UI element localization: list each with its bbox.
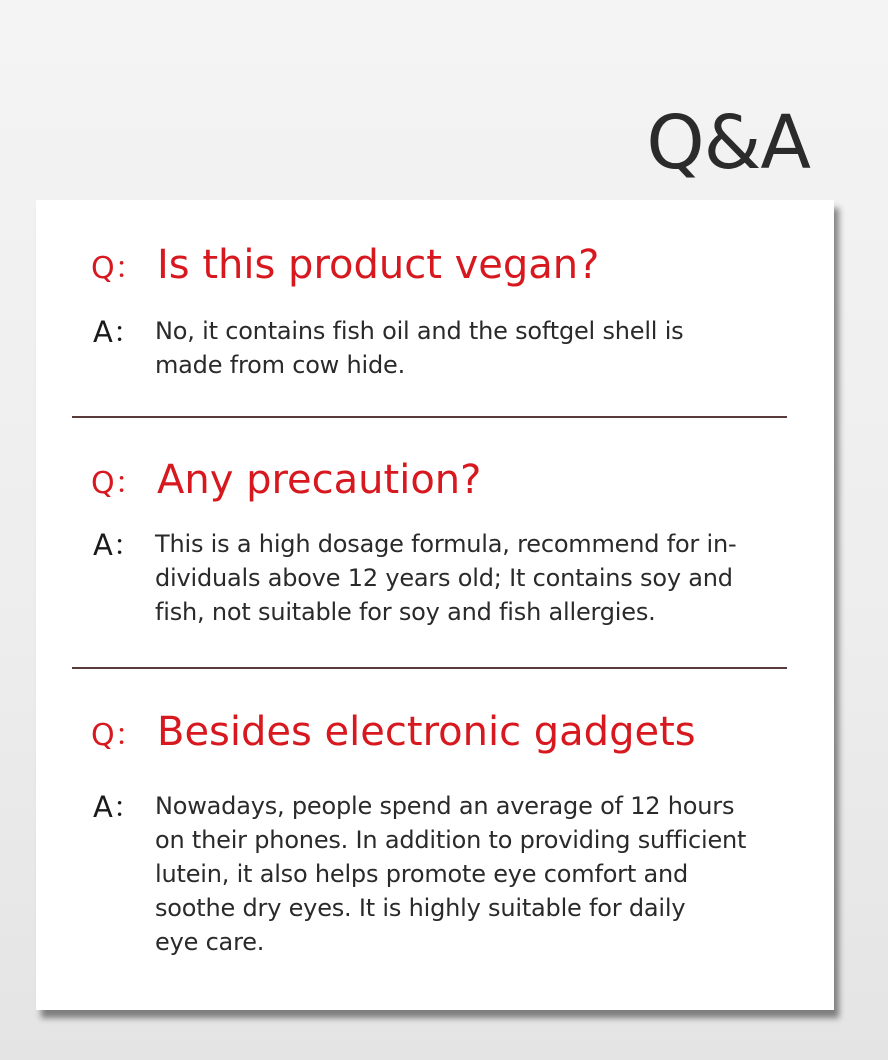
answer-prefix: A： [93, 790, 142, 824]
qa-card [36, 200, 834, 1010]
question-row [91, 709, 696, 755]
question-row [91, 242, 599, 288]
page-title: Q&A [646, 100, 810, 186]
answer-line: made from cow hide. [155, 351, 406, 379]
question-text: Any precaution? [157, 457, 482, 503]
answer-line: fish, not suitable for soy and fish allergies. [155, 598, 656, 626]
question-row [91, 457, 481, 503]
question-text: Besides electronic gadgets [157, 709, 696, 755]
answer-prefix: A： [93, 528, 142, 562]
answer-line: Nowadays, people spend an average of 12 hours [155, 792, 735, 820]
answer-line: lutein, it also helps promote eye comfort and [155, 860, 689, 888]
answer-line: on their phones. In addition to providing sufficient [155, 826, 747, 854]
question-prefix: Q： [91, 718, 145, 753]
answer-line: soothe dry eyes. It is highly suitable for daily [155, 894, 686, 922]
answer-text [155, 527, 785, 629]
answer-line: dividuals above 12 years old; It contains soy and [155, 564, 733, 592]
answer-line: This is a high dosage formula, recommend for in- [155, 530, 737, 558]
divider [72, 416, 787, 418]
answer-line: No, it contains fish oil and the softgel shell is [155, 317, 684, 345]
answer-text [155, 789, 785, 959]
answer-prefix: A： [93, 315, 142, 349]
divider [72, 667, 787, 669]
answer-line: eye care. [155, 928, 265, 956]
question-prefix: Q： [91, 251, 145, 286]
answer-text [155, 314, 785, 382]
question-prefix: Q： [91, 466, 145, 501]
question-text: Is this product vegan? [157, 242, 600, 288]
